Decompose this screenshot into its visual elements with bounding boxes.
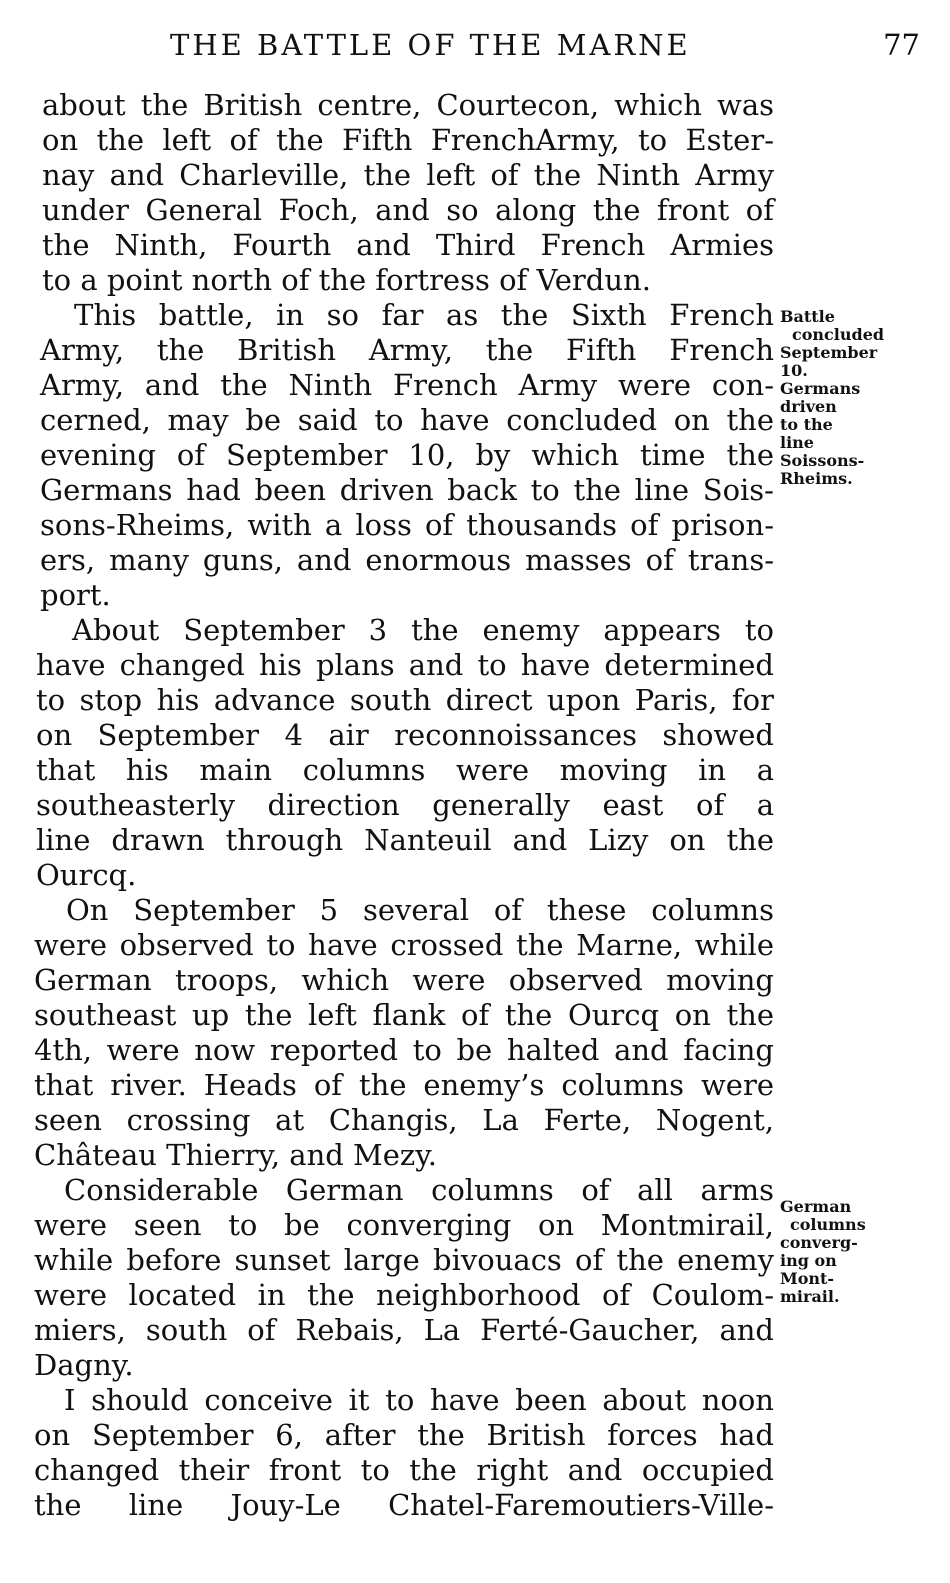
- paragraph: [34, 1383, 774, 1523]
- text-line: German troops, which were observed moving: [34, 963, 774, 997]
- running-title: THE BATTLE OF THE MARNE: [170, 28, 691, 62]
- text-line: seen crossing at Changis, La Ferte, Nogent,: [34, 1103, 774, 1137]
- margin-note-german-columns: [780, 1198, 940, 1306]
- text-line: Dagny.: [34, 1348, 134, 1382]
- text-line: were seen to be converging on Montmirail,: [34, 1208, 774, 1242]
- margin-note-line: Germans: [780, 379, 861, 398]
- text-line: Considerable German columns of all arms: [64, 1173, 774, 1207]
- page-number: 77: [883, 28, 920, 62]
- text-line: were observed to have crossed the Marne, while: [34, 928, 774, 962]
- text-line: Château Thierry, and Mezy.: [34, 1138, 437, 1172]
- text-line: under General Foch, and so along the front of: [42, 193, 774, 227]
- text-line: the Ninth, Fourth and Third French Armies: [42, 228, 774, 262]
- text-line: that his main columns were moving in a: [36, 753, 774, 787]
- margin-note-line: September: [780, 343, 878, 362]
- text-line: line drawn through Nanteuil and Lizy on the: [36, 823, 774, 857]
- text-line: On September 5 several of these columns: [66, 893, 774, 927]
- margin-note-line: line: [780, 433, 814, 452]
- margin-note-battle-concluded: [780, 308, 940, 488]
- text-line: changed their front to the right and occupied: [34, 1453, 774, 1487]
- text-line: southeast up the left flank of the Ourcq on the: [34, 998, 774, 1032]
- text-line: nay and Charleville, the left of the Ninth Army: [42, 158, 774, 192]
- margin-note-line: ing on: [780, 1251, 837, 1270]
- text-line: sons-Rheims, with a loss of thousands of prison-: [40, 508, 774, 542]
- text-line: southeasterly direction generally east of a: [36, 788, 774, 822]
- text-line: to stop his advance south direct upon Paris, for: [36, 683, 774, 717]
- margin-note-line: concluded: [792, 325, 885, 344]
- margin-note-line: columns: [790, 1215, 866, 1234]
- text-line: on September 4 air reconnoissances showed: [36, 718, 774, 752]
- text-line: Army, and the Ninth French Army were con-: [40, 368, 774, 402]
- text-line: Germans had been driven back to the line Sois-: [40, 473, 774, 507]
- margin-note-line: Battle: [780, 307, 835, 326]
- text-line: About September 3 the enemy appears to: [72, 613, 774, 647]
- text-line: port.: [40, 578, 111, 612]
- text-line: about the British centre, Courtecon, which was: [42, 88, 774, 122]
- margin-note-line: 10.: [780, 361, 808, 380]
- paragraph: [34, 613, 774, 893]
- text-line: ers, many guns, and enormous masses of trans-: [40, 543, 774, 577]
- text-line: to a point north of the fortress of Verdun.: [42, 263, 651, 297]
- text-line: 4th, were now reported to be halted and facing: [34, 1033, 774, 1067]
- margin-note-line: Rheims.: [780, 469, 853, 488]
- margin-note-line: Soissons-: [780, 451, 865, 470]
- text-line: evening of September 10, by which time the: [40, 438, 774, 472]
- page-header: [40, 28, 920, 68]
- text-line: miers, south of Rebais, La Ferté-Gaucher, and: [34, 1313, 774, 1347]
- margin-note-line: to the: [780, 415, 833, 434]
- text-line: This battle, in so far as the Sixth French: [74, 298, 774, 332]
- margin-note-line: converg-: [780, 1233, 858, 1252]
- margin-note-line: Mont-: [780, 1269, 835, 1288]
- text-line: were located in the neighborhood of Coulom-: [34, 1278, 774, 1312]
- text-line: I should conceive it to have been about noon: [64, 1383, 774, 1417]
- text-line: cerned, may be said to have concluded on the: [40, 403, 774, 437]
- paragraph: [34, 893, 774, 1173]
- paragraph: [34, 298, 774, 613]
- text-line: while before sunset large bivouacs of the enemy: [34, 1243, 774, 1277]
- text-line: that river. Heads of the enemy’s columns were: [34, 1068, 774, 1102]
- text-line: on September 6, after the British forces had: [34, 1418, 774, 1452]
- text-line: the line Jouy-Le Chatel-Faremoutiers-Ville-: [34, 1488, 774, 1522]
- text-line: on the left of the Fifth FrenchArmy, to Ester-: [42, 123, 774, 157]
- margin-note-line: driven: [780, 397, 837, 416]
- text-line: have changed his plans and to have determined: [36, 648, 774, 682]
- body-text: [34, 88, 774, 1523]
- paragraph: [34, 1173, 774, 1383]
- margin-note-line: mirail.: [780, 1287, 840, 1306]
- paragraph: [34, 88, 774, 298]
- text-line: Ourcq.: [36, 858, 137, 892]
- margin-note-line: German: [780, 1197, 852, 1216]
- text-line: Army, the British Army, the Fifth French: [40, 333, 774, 367]
